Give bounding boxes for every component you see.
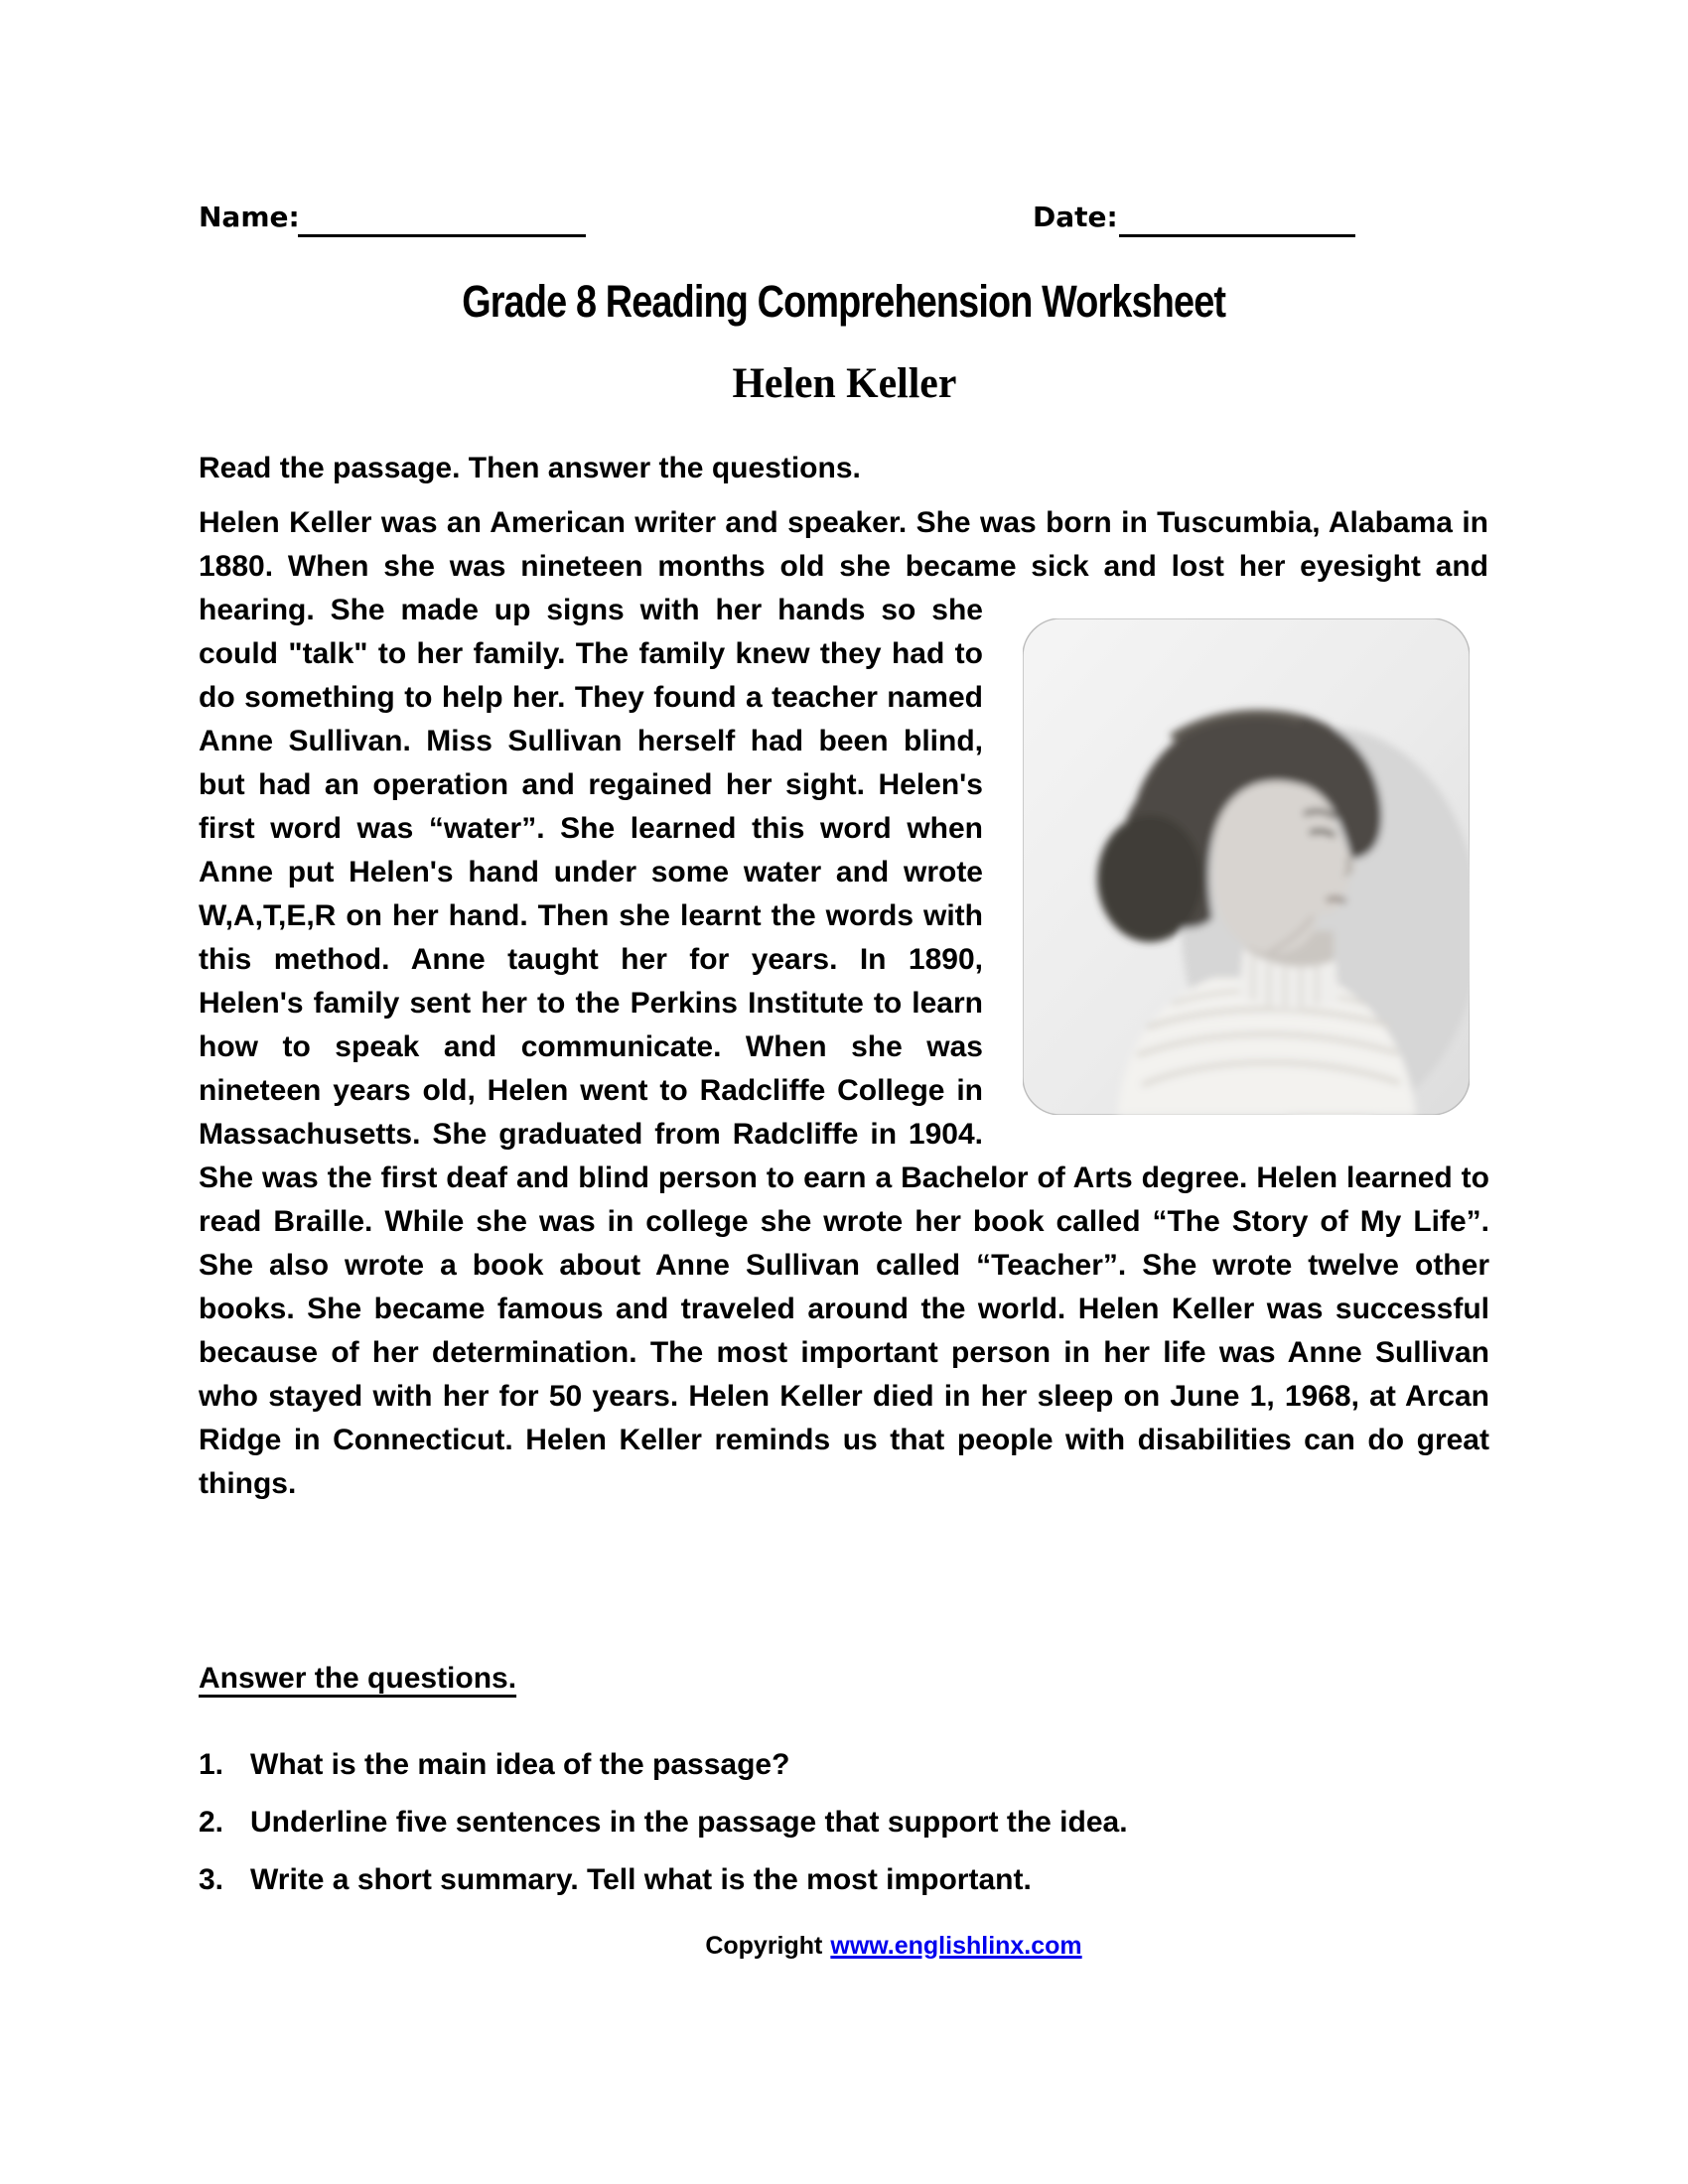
question-text: Write a short summary. Tell what is the most important.	[250, 1863, 1032, 1896]
question-text: Underline five sentences in the passage that support the idea.	[250, 1806, 1128, 1839]
helen-keller-portrait-image	[1023, 618, 1470, 1115]
question-item-2	[199, 1803, 1489, 1843]
title-row	[199, 276, 1489, 328]
passage-title: Helen Keller	[732, 360, 956, 407]
helen-keller-portrait-graphic	[1023, 618, 1470, 1115]
passage-text: Helen Keller was an American writer and speaker. She was born in Tuscumbia, Alabama in 1880. When she was nineteen months old she became sick and lost her eyesight and hearing. She made up signs with her hands so she could "talk" to her family. The family knew they had to do something to help her. They found a teacher named Anne Sullivan. Miss Sullivan herself had been blind, but had an operation and regained her sight. Helen's first word was “water”. She learned this word when Anne put Helen's hand under some water and wrote W,A,T,E,R on her hand. Then she learnt the words with this method. Anne taught her for years. In 1890, Helen's family sent her to the Perkins Institute to learn how to speak and communicate. When she was nineteen years old, Helen went to Radcliffe College in Massachusetts. She graduated from Radcliffe in 1904. She was the first deaf and blind person to earn a Bachelor of Arts degree. Helen learned to read Braille. While she was in college she wrote her book called “The Story of My Life”. She also wrote a book about Anne Sullivan called “Teacher”. She wrote twelve other books. She became famous and traveled around the world. Helen Keller was successful because of her determination. The most important person in her life was Anne Sullivan who stayed with her for 50 years. Helen Keller died in her sleep on June 1, 1968, at Arcan Ridge in Connecticut. Helen Keller reminds us that people with disabilities can do great things.	[199, 506, 1489, 1500]
question-number: 2.	[199, 1806, 224, 1839]
passage-body	[199, 501, 1489, 1506]
question-item-3	[199, 1860, 1489, 1900]
footer	[99, 1932, 1688, 1961]
question-number: 3.	[199, 1863, 224, 1896]
page-title: Grade 8 Reading Comprehension Worksheet	[462, 276, 1226, 327]
question-text: What is the main idea of the passage?	[250, 1748, 790, 1781]
copyright-link[interactable]: www.englishlinx.com	[830, 1932, 1082, 1960]
passage-instruction: Read the passage. Then answer the questions.	[199, 452, 861, 484]
date-label: Date:	[1033, 201, 1118, 233]
questions-heading: Answer the questions.	[199, 1662, 517, 1695]
date-blank-line	[1119, 234, 1355, 237]
question-item-1	[199, 1745, 1489, 1785]
questions-list	[199, 1745, 1489, 1918]
photo-wrap-spacer	[1488, 501, 1489, 593]
subtitle-row	[199, 359, 1489, 408]
name-label: Name:	[199, 201, 300, 233]
question-number: 1.	[199, 1748, 224, 1781]
name-blank-line	[298, 234, 586, 237]
copyright-label: Copyright	[705, 1932, 823, 1960]
